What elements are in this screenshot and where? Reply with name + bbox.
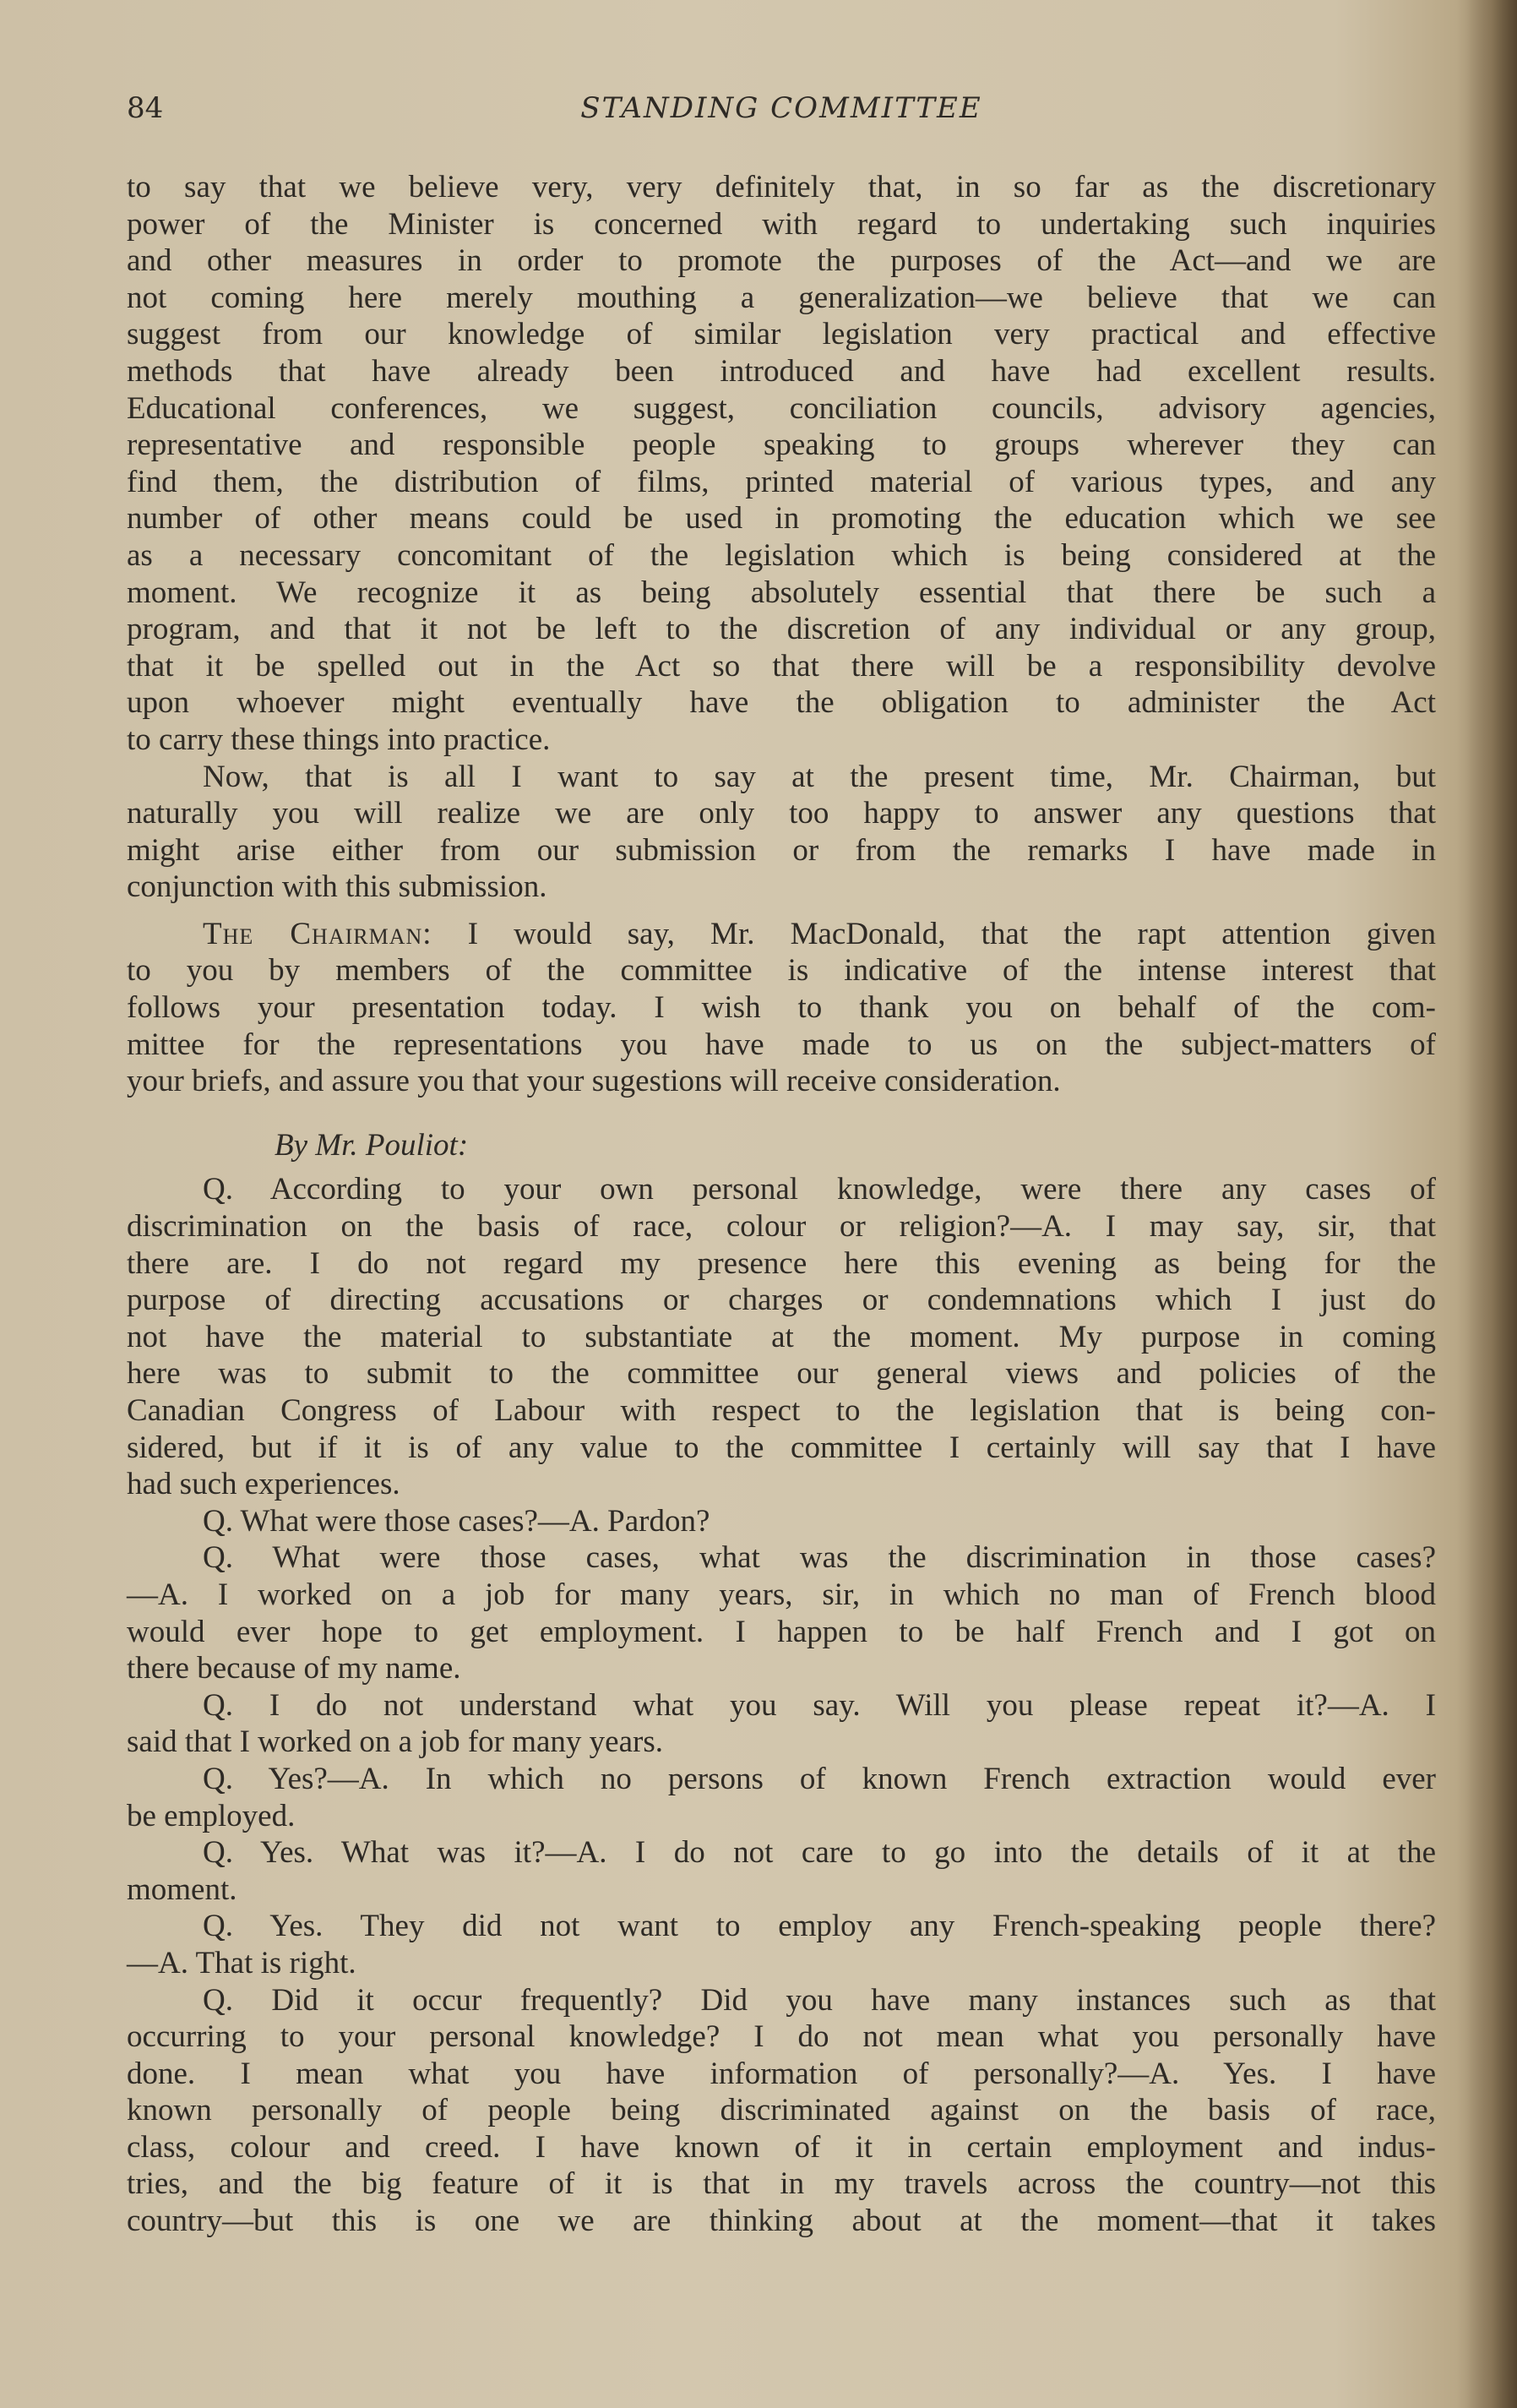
qa-block-5 <box>127 1761 1436 1834</box>
text-line: mittee for the representations you have made to us on the subject-matters of <box>127 1027 1436 1062</box>
text-line: methods that have already been introduced and have had excellent results. <box>127 353 1436 389</box>
text-line: to carry these things into practice. <box>127 722 551 757</box>
text-line: might arise either from our submission or from the remarks I have made in <box>127 832 1436 868</box>
text-line: tries, and the big feature of it is that in my travels across the country—not this <box>127 2166 1436 2202</box>
text-line: sidered, but if it is of any value to the committee I certainly will say that I have <box>127 1430 1436 1465</box>
text-line: Q. According to your own personal knowledge, were there any cases of <box>203 1172 1436 1207</box>
speaker-label: The Chairman: <box>203 916 432 951</box>
text-line: find them, the distribution of films, printed material of various types, and any <box>127 464 1436 499</box>
text-line: program, and that it not be left to the discretion of any individual or any group, <box>127 612 1436 647</box>
text-line: Q. Yes?—A. In which no persons of known French extraction would ever <box>203 1761 1436 1796</box>
text-line: conjunction with this submission. <box>127 869 547 905</box>
qa-block-7 <box>127 1908 1436 1981</box>
text-line: your briefs, and assure you that your sugestions will receive consideration. <box>127 1064 1061 1099</box>
text-line: class, colour and creed. I have known of it in certain employment and indus- <box>127 2129 1436 2165</box>
text-line: representative and responsible people speaking to groups wherever they can <box>127 428 1436 463</box>
text-line: not coming here merely mouthing a generalization—we believe that we can <box>127 280 1436 315</box>
text-line: Now, that is all I want to say at the present time, Mr. Chairman, but <box>203 759 1436 794</box>
text-line: country—but this is one we are thinking about at the moment—that it takes <box>127 2204 1436 2239</box>
text-line: power of the Minister is concerned with regard to undertaking such inquiries <box>127 206 1436 242</box>
paragraph-closing-remarks <box>127 759 1436 906</box>
qa-block-3 <box>127 1539 1436 1686</box>
text-line: Q. What were those cases?—A. Pardon? <box>203 1503 710 1539</box>
text-line: here was to submit to the committee our general views and policies of the <box>127 1356 1436 1392</box>
text-line: naturally you will realize we are only too happy to answer any questions that <box>127 796 1436 831</box>
text-line: moment. <box>127 1871 237 1907</box>
text-line: Q. Yes. What was it?—A. I do not care to go into the details of it at the <box>203 1835 1436 1871</box>
page-header <box>127 91 1436 133</box>
text-line: known personally of people being discriminated against on the basis of race, <box>127 2093 1436 2128</box>
binding-shadow <box>1466 0 1517 2408</box>
text-line: to say that we believe very, very definitely that, in so far as the discretionary <box>127 170 1436 204</box>
running-head: STANDING COMMITTEE <box>580 91 982 125</box>
speaker-text: I would say, Mr. MacDonald, that the rapt attention given <box>467 916 1436 951</box>
text-line: had such experiences. <box>127 1467 400 1502</box>
text-line: done. I mean what you have information of personally?—A. Yes. I have <box>127 2056 1436 2091</box>
examiner-byline: By Mr. Pouliot: <box>275 1127 469 1163</box>
text-line: not have the material to substantiate at the moment. My purpose in coming <box>127 1319 1436 1354</box>
text-line: be employed. <box>127 1798 296 1833</box>
qa-block-6 <box>127 1834 1436 1908</box>
text-line: that it be spelled out in the Act so that there will be a responsibility devolve <box>127 648 1436 684</box>
text-line: follows your presentation today. I wish to thank you on behalf of the com- <box>127 990 1436 1026</box>
text-line: Q. Yes. They did not want to employ any French-speaking people there? <box>203 1909 1436 1944</box>
text-line: occurring to your personal knowledge? I do not mean what you personally have <box>127 2019 1436 2055</box>
qa-block-1 <box>127 1171 1436 1502</box>
text-line: Q. Did it occur frequently? Did you have many instances such as that <box>203 1982 1436 2018</box>
body-text <box>127 169 1436 2240</box>
text-line: and other measures in order to promote the purposes of the Act—and we are <box>127 243 1436 279</box>
qa-block-2 <box>127 1503 1436 1540</box>
text-line: number of other means could be used in promoting the education which we see <box>127 501 1436 537</box>
paragraph-continuation <box>127 169 1436 759</box>
text-line <box>127 916 1436 953</box>
text-line: upon whoever might eventually have the obligation to administer the Act <box>127 685 1436 721</box>
text-line: would ever hope to get employment. I happen to be half French and I got on <box>127 1614 1436 1649</box>
paragraph-chairman <box>127 916 1436 1100</box>
text-line: Canadian Congress of Labour with respect to the legislation that is being con- <box>127 1393 1436 1428</box>
text-line: said that I worked on a job for many years. <box>127 1724 663 1760</box>
text-line: Q. What were those cases, what was the discrimination in those cases? <box>203 1540 1436 1576</box>
text-line: moment. We recognize it as being absolutely essential that there be such a <box>127 575 1436 610</box>
text-line: —A. I worked on a job for many years, sir, in which no man of French blood <box>127 1577 1436 1612</box>
qa-block-4 <box>127 1687 1436 1761</box>
text-line: to you by members of the committee is indicative of the intense interest that <box>127 953 1436 989</box>
text-line: there are. I do not regard my presence here this evening as being for the <box>127 1245 1436 1281</box>
text-line: Educational conferences, we suggest, conciliation councils, advisory agencies, <box>127 390 1436 426</box>
text-line: as a necessary concomitant of the legislation which is being considered at the <box>127 537 1436 573</box>
qa-block-8 <box>127 1982 1436 2240</box>
text-line: suggest from our knowledge of similar legislation very practical and effective <box>127 317 1436 352</box>
text-line: there because of my name. <box>127 1651 461 1686</box>
text-line: purpose of directing accusations or charges or condemnations which I just do <box>127 1283 1436 1318</box>
text-line: discrimination on the basis of race, colour or religion?—A. I may say, sir, that <box>127 1209 1436 1245</box>
page-number: 84 <box>127 91 164 125</box>
text-line: —A. That is right. <box>127 1945 356 1980</box>
text-line: Q. I do not understand what you say. Will you please repeat it?—A. I <box>203 1687 1436 1723</box>
